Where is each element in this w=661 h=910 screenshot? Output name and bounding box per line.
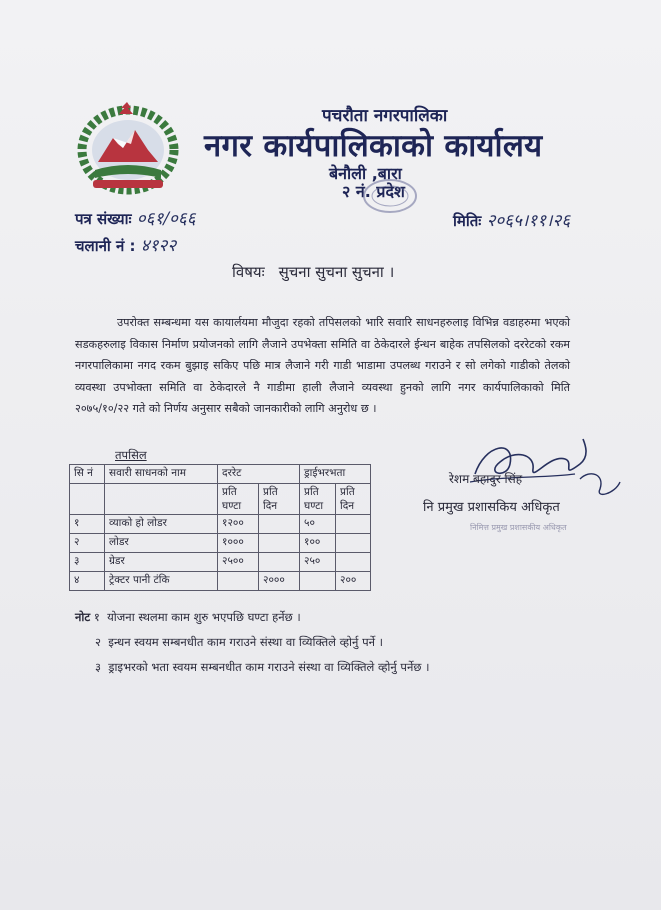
- header-driver-allowance: ड्राईभरभता: [300, 465, 371, 484]
- subject-line: [232, 262, 394, 282]
- date-label: मितिः: [453, 212, 482, 230]
- note-item: ३ ड्राइभरको भता स्वयम सम्बनधीत काम गराउने संस्था वा व्यिक्तिले व्होर्नु पर्नेछ ।: [95, 660, 430, 674]
- official-seal-stamp: निमित्त प्रमुख प्रशासकीय अधिकृत: [470, 523, 567, 532]
- table-row: ३ ग्रेडर २५०० २५०: [70, 553, 371, 572]
- office-location: बेनौली ,बारा: [329, 164, 402, 183]
- table-subheader-row: [70, 484, 371, 515]
- subheader-rate-per-hour: प्रति घण्टा: [218, 484, 259, 515]
- subheader-driver-per-day: प्रति दिन: [336, 484, 371, 515]
- table-title: तपसिल: [115, 448, 147, 462]
- date-value: २०६५।११।२६: [486, 211, 571, 231]
- subheader-driver-per-hour: प्रति घण्टा: [300, 484, 336, 515]
- subject-text: सुचना सुचना सुचना ।: [278, 263, 395, 281]
- reference-label: पत्र संख्याः: [75, 210, 132, 228]
- signer-name: रेशम बहादुर सिंह: [449, 472, 523, 486]
- header-vehicle-name: सवारी साधनको नाम: [105, 465, 218, 484]
- dispatch-label: चलानी नं :: [75, 237, 136, 255]
- dispatch-number: [75, 233, 176, 256]
- subject-label: विषयः: [232, 263, 265, 281]
- signer-title: नि प्रमुख प्रशासकिय अधिकृत: [423, 500, 560, 515]
- header-sn: सि नं: [70, 465, 105, 484]
- office-title: नगर कार्यपालिकाको कार्यालय: [204, 128, 543, 164]
- municipality-name: पचरौता नगरपालिका: [322, 106, 448, 126]
- vehicle-rate-table: [69, 464, 371, 591]
- letter-body: उपरोक्त सम्बन्धमा यस कायार्लयमा मौजुदा रहको तपिसलको भारि सवारि साधनहरुलाइ विभिन्न वडाहरुमा भएको सडकहरुलाइ विकास निर्माण प्रयोजनको लागि लैजाने उपभेक्ता समिति वा ठेकेदारले ईन्धन बाहेक तपसिलको दररेटको रकम नगरपालिकामा नगद रकम बुझाइ सकिए पछि मात्र लैजाने गरी गाडी भाडामा उपलब्ध गराउने र सो लगेको गाडीको तेलको व्यवस्था उपभोक्ता समिति वा ठेकेदारले नै गाडीमा हाली लैजाने व्यवस्था हुनको लागि नगर कार्यपालिकाको मिति २०७५/१०/२२ गते को निर्णय अनुसार सबैको जानकारीको लागि अनुरोध छ ।: [75, 316, 570, 415]
- table-header-row: [70, 465, 371, 484]
- note-item: नोट १ योजना स्थलमा काम शुरु भएपछि घण्टा हर्नेछ ।: [75, 610, 301, 624]
- province-name: २ नं. प्रदेश: [342, 182, 405, 201]
- subheader-rate-per-day: प्रति दिन: [259, 484, 300, 515]
- table-row: १ व्याको हो लोडर १२०० ५०: [70, 515, 371, 534]
- notes-label: नोट: [75, 610, 91, 624]
- note-item: २ इन्धन स्वयम सम्बनधीत काम गराउने संस्था वा व्यिक्तिले व्होर्नु पर्ने ।: [95, 635, 384, 649]
- table-row: ४ ट्रेक्टर पानी टंकि २००० २००: [70, 572, 371, 591]
- notes-section: [75, 605, 429, 680]
- header-rate: दररेट: [218, 465, 300, 484]
- letter-date: [453, 208, 570, 231]
- table-row: २ लोडर १००० १००: [70, 534, 371, 553]
- dispatch-value: ४१२२: [140, 236, 177, 256]
- reference-number: [75, 206, 196, 229]
- office-stamp-icon: [360, 176, 420, 216]
- reference-value: ०६१/०६६: [136, 209, 196, 229]
- nepal-emblem-icon: [73, 100, 183, 195]
- handwritten-signature-icon: [455, 434, 625, 504]
